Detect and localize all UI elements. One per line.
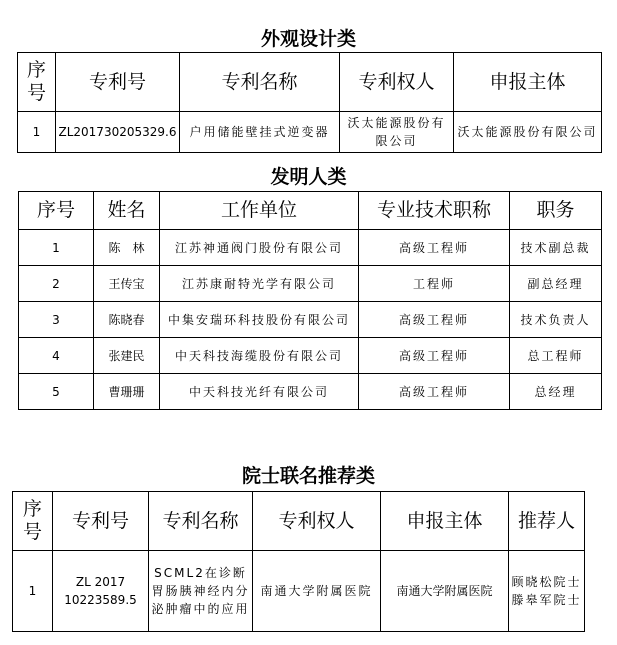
cell-applicant: 沃太能源股份有限公司 <box>454 112 602 153</box>
cell-index: 3 <box>19 302 94 338</box>
cell-name: 曹珊珊 <box>94 374 160 410</box>
cell-position: 技术负责人 <box>510 302 602 338</box>
header-name: 姓名 <box>94 192 160 230</box>
table-row <box>19 338 602 374</box>
header-recommender: 推荐人 <box>509 492 585 551</box>
cell-employer: 中天科技光纤有限公司 <box>160 374 359 410</box>
table-row <box>19 266 602 302</box>
cell-position: 总经理 <box>510 374 602 410</box>
header-patent-name: 专利名称 <box>180 53 340 112</box>
section-title-design: 外观设计类 <box>260 28 356 50</box>
header-index: 序号 <box>13 492 53 551</box>
cell-professional-title: 高级工程师 <box>359 230 510 266</box>
cell-patentee: 南通大学附属医院 <box>253 551 381 632</box>
cell-professional-title: 高级工程师 <box>359 338 510 374</box>
header-professional-title: 专业技术职称 <box>359 192 510 230</box>
table-row <box>18 112 602 153</box>
table-row <box>19 374 602 410</box>
header-index: 序号 <box>19 192 94 230</box>
cell-name: 陈 林 <box>94 230 160 266</box>
header-index: 序号 <box>18 53 56 112</box>
header-employer: 工作单位 <box>160 192 359 230</box>
cell-position: 总工程师 <box>510 338 602 374</box>
header-applicant: 申报主体 <box>381 492 509 551</box>
section-title-inventor: 发明人类 <box>270 166 347 188</box>
table-row <box>19 302 602 338</box>
cell-index: 5 <box>19 374 94 410</box>
cell-patent-name: SCML2在诊断胃肠胰神经内分泌肿瘤中的应用 <box>149 551 253 632</box>
header-applicant: 申报主体 <box>454 53 602 112</box>
cell-index: 2 <box>19 266 94 302</box>
header-patent-name: 专利名称 <box>149 492 253 551</box>
design-patent-table <box>17 52 602 153</box>
cell-employer: 江苏康耐特光学有限公司 <box>160 266 359 302</box>
cell-name: 陈晓春 <box>94 302 160 338</box>
header-patent-number: 专利号 <box>56 53 180 112</box>
cell-patent-number: ZL201730205329.6 <box>56 112 180 153</box>
section-title-academician: 院士联名推荐类 <box>241 465 375 487</box>
cell-recommender: 顾晓松院士 滕皋军院士 <box>509 551 585 632</box>
cell-name: 张建民 <box>94 338 160 374</box>
cell-employer: 中集安瑞环科技股份有限公司 <box>160 302 359 338</box>
academician-recommendation-table <box>12 491 596 632</box>
header-patentee: 专利权人 <box>340 53 454 112</box>
table-row <box>19 230 602 266</box>
cell-employer: 中天科技海缆股份有限公司 <box>160 338 359 374</box>
cell-applicant: 南通大学附属医院 <box>381 551 509 632</box>
cell-employer: 江苏神通阀门股份有限公司 <box>160 230 359 266</box>
cell-index: 1 <box>19 230 94 266</box>
cell-name: 王传宝 <box>94 266 160 302</box>
header-patentee: 专利权人 <box>253 492 381 551</box>
cell-patent-name: 户用储能壁挂式逆变器 <box>180 112 340 153</box>
cell-position: 副总经理 <box>510 266 602 302</box>
cell-patentee: 沃太能源股份有限公司 <box>340 112 454 153</box>
cell-patent-number: ZL 2017 10223589.5 <box>53 551 149 632</box>
table-row <box>13 551 585 632</box>
cell-professional-title: 高级工程师 <box>359 374 510 410</box>
cell-index: 1 <box>18 112 56 153</box>
header-position: 职务 <box>510 192 602 230</box>
inventor-table <box>18 191 602 410</box>
cell-professional-title: 高级工程师 <box>359 302 510 338</box>
cell-professional-title: 工程师 <box>359 266 510 302</box>
cell-position: 技术副总裁 <box>510 230 602 266</box>
cell-index: 4 <box>19 338 94 374</box>
header-patent-number: 专利号 <box>53 492 149 551</box>
cell-index: 1 <box>13 551 53 632</box>
